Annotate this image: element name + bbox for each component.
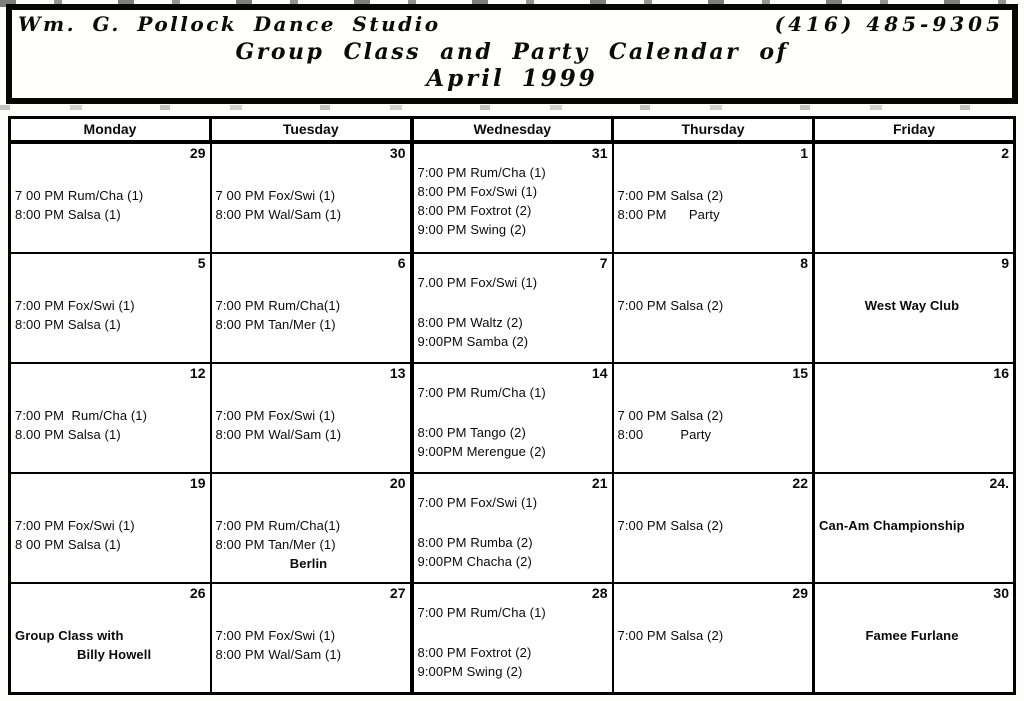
cell-events <box>614 626 813 645</box>
cell-events <box>11 406 210 444</box>
calendar-cell-wednesday-21 <box>412 473 613 583</box>
event-line: 8:00 PM Foxtrot (2) <box>417 645 532 660</box>
event-line: 8:00 PM Wal/Sam (1) <box>215 647 342 662</box>
calendar-cell-monday-26 <box>10 583 211 694</box>
cell-events <box>11 516 210 554</box>
calendar-cell-wednesday-7 <box>412 253 613 363</box>
date-number: 19 <box>189 475 206 491</box>
event-line: Group Class with <box>15 628 124 643</box>
event-line: 7:00 PM Rum/Cha (1) <box>417 385 546 400</box>
event-line: 7:00 PM Fox/Swi (1) <box>15 298 135 313</box>
event-line: 7 00 PM Salsa (2) <box>617 408 724 423</box>
calendar-cell-wednesday-31 <box>412 142 613 253</box>
event-line: 7:00 PM Salsa (2) <box>617 518 724 533</box>
event-line: 8:00 PM Foxtrot (2) <box>417 203 532 218</box>
date-number: 5 <box>197 255 206 271</box>
event-line: Can-Am Championship <box>819 518 965 533</box>
cell-events <box>414 163 612 239</box>
event-line: 7:00 PM Rum/Cha(1) <box>215 518 341 533</box>
event-line: Billy Howell <box>77 647 152 662</box>
event-line: West Way Club <box>864 298 960 313</box>
calendar-cell-thursday-22 <box>613 473 814 583</box>
event-line: 8:00 PM Wal/Sam (1) <box>215 207 342 222</box>
cell-events <box>815 626 1013 645</box>
event-line: 7 00 PM Rum/Cha (1) <box>15 188 144 203</box>
event-line: 7:00 PM Rum/Cha (1) <box>417 165 546 180</box>
cell-events <box>414 273 612 351</box>
date-number: 26 <box>189 585 206 601</box>
event-line: 8:00 PM Tan/Mer (1) <box>215 317 336 332</box>
event-line: 7 00 PM Fox/Swi (1) <box>215 188 336 203</box>
date-number: 29 <box>792 585 808 601</box>
event-line: 8:00 PM Rumba (2) <box>417 535 533 550</box>
week-row-4 <box>10 473 1015 583</box>
day-header-thursday: Thursday <box>613 118 814 143</box>
event-line: 8:00 PM Waltz (2) <box>417 315 523 330</box>
calendar-cell-tuesday-13 <box>211 363 412 473</box>
cell-events <box>212 296 410 334</box>
event-line: 7:00 PM Rum/Cha(1) <box>215 298 341 313</box>
date-number: 12 <box>189 365 206 381</box>
event-line: Berlin <box>289 556 328 571</box>
date-number: 14 <box>591 365 608 381</box>
date-number: 22 <box>792 475 808 491</box>
calendar-cell-friday-2 <box>814 142 1015 253</box>
cell-events <box>212 626 410 664</box>
date-number: 30 <box>993 585 1009 601</box>
header-box <box>6 4 1018 104</box>
event-line: 8:00 PM Fox/Swi (1) <box>417 184 538 199</box>
calendar-table <box>8 116 1016 695</box>
calendar-cell-wednesday-28 <box>412 583 613 694</box>
phone-number: (416) 485-9305 <box>774 12 1004 36</box>
date-number: 6 <box>397 255 406 271</box>
date-number: 21 <box>591 475 608 491</box>
cell-events <box>11 626 210 664</box>
calendar-cell-monday-12 <box>10 363 211 473</box>
date-number: 30 <box>389 145 406 161</box>
calendar-cell-tuesday-27 <box>211 583 412 694</box>
event-line: 8:00 PM Tan/Mer (1) <box>215 537 336 552</box>
calendar-title-line2: April 1999 <box>426 65 598 92</box>
event-line: 7:00 PM Salsa (2) <box>617 628 724 643</box>
calendar-cell-thursday-29 <box>613 583 814 694</box>
event-line: 8.00 PM Salsa (1) <box>15 427 121 442</box>
date-number: 31 <box>591 145 608 161</box>
date-number: 27 <box>389 585 406 601</box>
event-line: 7:00 PM Rum/Cha (1) <box>15 408 148 423</box>
header-top-row <box>12 10 1012 36</box>
cell-events <box>212 406 410 444</box>
date-number: 29 <box>189 145 206 161</box>
cell-events <box>414 603 612 681</box>
calendar-cell-thursday-8 <box>613 253 814 363</box>
scan-noise-divider <box>0 105 1024 110</box>
day-header-friday: Friday <box>814 118 1015 143</box>
date-number: 7 <box>599 255 608 271</box>
studio-name: Wm. G. Pollock Dance Studio <box>18 12 441 36</box>
blank-line <box>418 512 610 533</box>
date-number: 24. <box>989 475 1009 491</box>
event-line: 8:00 PM Salsa (1) <box>15 317 121 332</box>
week-row-5 <box>10 583 1015 694</box>
week-row-3 <box>10 363 1015 473</box>
blank-line <box>418 622 610 643</box>
calendar-cell-wednesday-14 <box>412 363 613 473</box>
calendar-cell-friday-30 <box>814 583 1015 694</box>
cell-events <box>11 296 210 334</box>
blank-line <box>418 292 610 313</box>
event-line: 8 00 PM Salsa (1) <box>15 537 121 552</box>
day-header-monday: Monday <box>10 118 211 143</box>
event-line: 7:00 PM Fox/Swi (1) <box>417 495 538 510</box>
calendar-cell-monday-29 <box>10 142 211 253</box>
event-line: 7:00 PM Fox/Swi (1) <box>215 628 336 643</box>
date-number: 13 <box>389 365 406 381</box>
event-line: 8:00 PM Salsa (1) <box>15 207 121 222</box>
cell-events <box>11 186 210 224</box>
calendar-wrap <box>8 116 1016 695</box>
date-number: 2 <box>1001 145 1009 161</box>
date-number: 9 <box>1001 255 1009 271</box>
calendar-cell-friday-16 <box>814 363 1015 473</box>
event-line: 9:00PM Samba (2) <box>417 334 529 349</box>
cell-events <box>614 186 813 224</box>
calendar-cell-tuesday-6 <box>211 253 412 363</box>
cell-events <box>212 516 410 573</box>
cell-events <box>614 406 813 444</box>
date-number: 8 <box>800 255 808 271</box>
event-line: 8:00 PM Tango (2) <box>417 425 526 440</box>
cell-events <box>815 516 1013 535</box>
cell-events <box>815 296 1013 315</box>
event-line: 7:00 PM Fox/Swi (1) <box>15 518 135 533</box>
event-line: 9:00PM Chacha (2) <box>417 554 532 569</box>
calendar-cell-monday-5 <box>10 253 211 363</box>
calendar-cell-thursday-15 <box>613 363 814 473</box>
calendar-title-line1: Group Class and Party Calendar of <box>235 39 789 65</box>
date-number: 15 <box>792 365 808 381</box>
calendar-cell-thursday-1 <box>613 142 814 253</box>
day-header-wednesday: Wednesday <box>412 118 613 143</box>
event-line: 8:00 PM Wal/Sam (1) <box>215 427 342 442</box>
calendar-cell-tuesday-20 <box>211 473 412 583</box>
date-number: 16 <box>993 365 1009 381</box>
cell-events <box>212 186 410 224</box>
calendar-cell-monday-19 <box>10 473 211 583</box>
calendar-cell-tuesday-30 <box>211 142 412 253</box>
blank-line <box>418 402 610 423</box>
date-number: 28 <box>591 585 608 601</box>
date-number: 1 <box>800 145 808 161</box>
cell-events <box>614 296 813 315</box>
cell-events <box>414 493 612 571</box>
week-row-2 <box>10 253 1015 363</box>
calendar-cell-friday-24 <box>814 473 1015 583</box>
event-line: 9:00PM Swing (2) <box>417 664 523 679</box>
cell-events <box>614 516 813 535</box>
event-line: 8:00 PM Party <box>617 207 720 222</box>
calendar-cell-friday-9 <box>814 253 1015 363</box>
cell-events <box>414 383 612 461</box>
event-line: 9:00PM Merengue (2) <box>417 444 546 459</box>
date-number: 20 <box>389 475 406 491</box>
event-line: 7:00 PM Salsa (2) <box>617 298 724 313</box>
event-line: 7:00 PM Salsa (2) <box>617 188 724 203</box>
event-line: 7:00 PM Rum/Cha (1) <box>417 605 546 620</box>
event-line: 7.00 PM Fox/Swi (1) <box>417 275 538 290</box>
event-line: Famee Furlane <box>865 628 959 643</box>
day-header-row <box>10 118 1015 143</box>
event-line: 8:00 Party <box>617 427 712 442</box>
event-line: 9:00 PM Swing (2) <box>417 222 527 237</box>
week-row-1 <box>10 142 1015 253</box>
event-line: 7:00 PM Fox/Swi (1) <box>215 408 336 423</box>
day-header-tuesday: Tuesday <box>211 118 412 143</box>
